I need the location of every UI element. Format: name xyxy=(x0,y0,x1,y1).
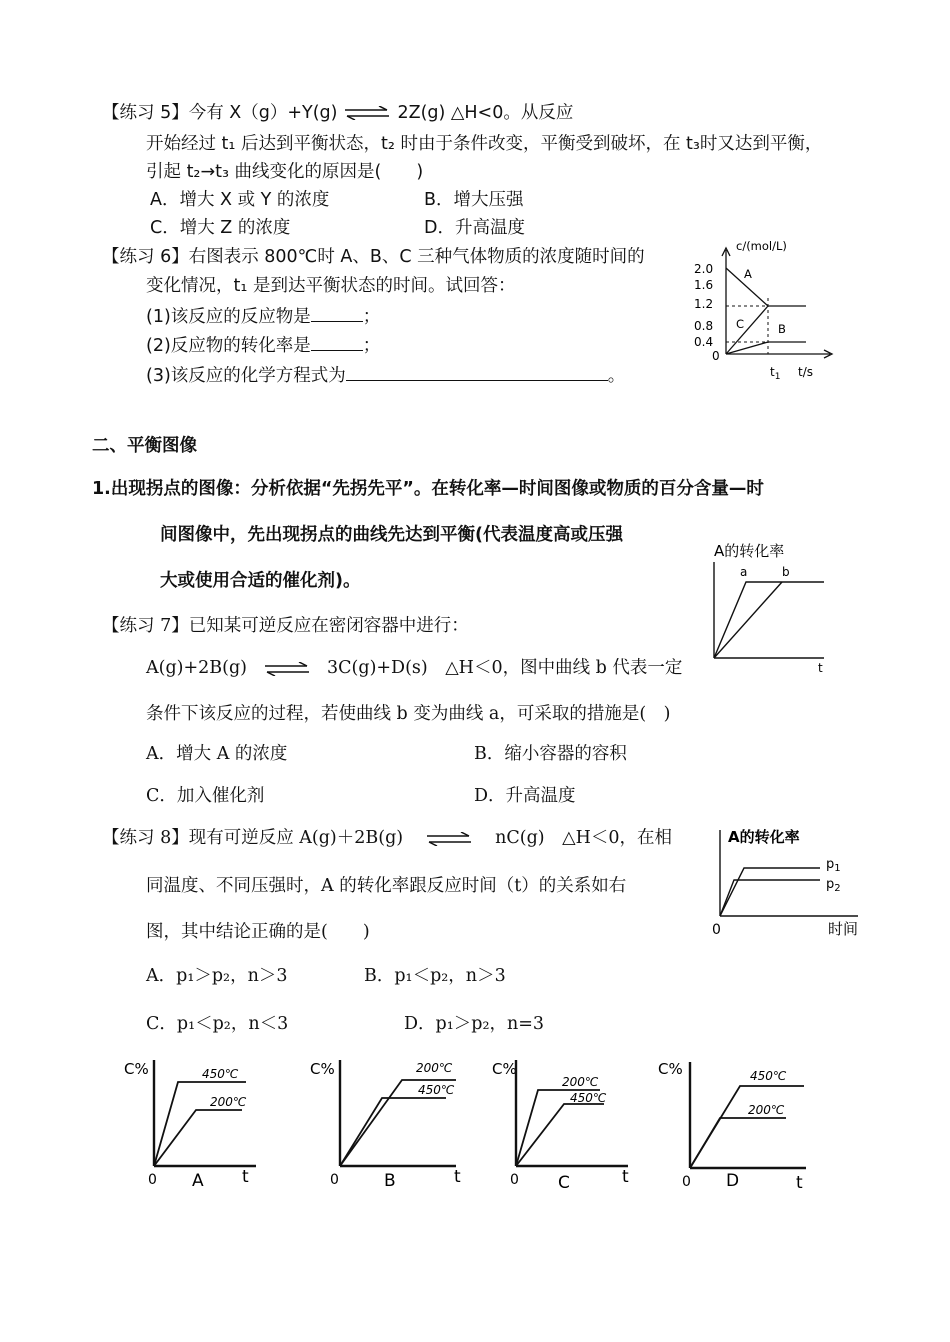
ex7-eq-left: A(g)+2B(g) xyxy=(146,658,248,678)
ex6-q3-end: 。 xyxy=(607,366,626,386)
ex6-q2 xyxy=(146,332,380,358)
lower-temp: 200℃ xyxy=(748,1103,785,1117)
lower-temp: 200℃ xyxy=(210,1095,247,1109)
ylabel: A的转化率 xyxy=(714,542,785,560)
origin: 0 xyxy=(712,922,721,938)
xlabel: t xyxy=(796,1173,803,1192)
label-b: b xyxy=(782,565,790,579)
xlabel: t xyxy=(454,1167,461,1187)
curve-upper xyxy=(690,1086,804,1168)
origin: 0 xyxy=(682,1174,691,1190)
label-a: A xyxy=(744,267,752,281)
sketch-label: C xyxy=(558,1173,570,1192)
xlabel: t xyxy=(818,661,823,675)
ex5-line1 xyxy=(102,101,573,125)
ex7-option-c: C．加入催化剂 xyxy=(146,786,265,806)
label-c: C xyxy=(736,317,745,331)
equilibrium-arrow-icon xyxy=(343,106,391,120)
ex8-option-c: C．p₁＜p₂，n＜3 xyxy=(146,1014,289,1034)
tick-1.2: 1.2 xyxy=(694,297,714,311)
ex6-q2-text: (2)反应物的转化率是 xyxy=(146,336,311,356)
section-point1-line2: 间图像中，先出现拐点的曲线先达到平衡(代表温度高或压强 xyxy=(160,525,623,545)
ex8-line3: 图，其中结论正确的是( ) xyxy=(146,922,370,942)
curve-b xyxy=(714,582,782,658)
curve-lower xyxy=(690,1118,786,1168)
sketch-b xyxy=(306,1052,466,1192)
ex7-conversion-graph xyxy=(700,536,840,676)
upper-temp: 200℃ xyxy=(416,1061,453,1075)
ex7-equation xyxy=(146,656,682,680)
equilibrium-arrow-icon xyxy=(257,662,317,676)
xlabel: 时间 xyxy=(828,920,859,938)
curve-a xyxy=(726,268,806,306)
ex7-option-b: B．缩小容器的容积 xyxy=(474,744,627,764)
xlabel: t xyxy=(242,1167,249,1187)
ex6-q3-blank[interactable] xyxy=(346,362,608,381)
upper-temp: 450℃ xyxy=(202,1067,239,1081)
xlabel: t/s xyxy=(798,365,813,379)
ex5-option-a: A．增大 X 或 Y 的浓度 xyxy=(150,190,330,210)
tick-0.4: 0.4 xyxy=(694,335,714,349)
ex6-q1-blank[interactable] xyxy=(311,303,363,322)
section-point1-line1: 1.出现拐点的图像：分析依据“先拐先平”。在转化率—时间图像或物质的百分含量—时 xyxy=(92,479,764,499)
ex7-line1: 【练习 7】已知某可逆反应在密闭容器中进行： xyxy=(102,616,469,636)
ex8-line2: 同温度、不同压强时，A 的转化率跟反应时间（t）的关系如右 xyxy=(146,876,627,896)
ex7-eq-right: 3C(g)+D(s) △H＜0，图中曲线 b 代表一定 xyxy=(327,658,683,678)
ex7-option-d: D．升高温度 xyxy=(474,786,576,806)
sketch-label: D xyxy=(726,1171,740,1191)
ex7-line3: 条件下该反应的过程，若使曲线 b 变为曲线 a，可采取的措施是( ) xyxy=(146,704,671,724)
sketch-label: B xyxy=(384,1171,396,1191)
label-b: B xyxy=(778,322,786,336)
ex6-q2-end: ； xyxy=(362,336,381,356)
sketch-c xyxy=(488,1052,648,1192)
sketch-ylabel: C% xyxy=(658,1060,683,1078)
ex8-line1-pre: 【练习 8】现有可逆反应 A(g)＋2B(g) xyxy=(102,828,404,848)
section-title: 二、平衡图像 xyxy=(92,436,197,456)
lower-temp: 450℃ xyxy=(418,1083,455,1097)
label-t1: $t_1$ xyxy=(770,365,781,382)
ex5-option-d: D．升高温度 xyxy=(424,218,525,238)
ex6-line1: 【练习 6】右图表示 800℃时 A、B、C 三种气体物质的浓度随时间的 xyxy=(102,247,645,267)
ex8-line1-post: nC(g) △H＜0，在相 xyxy=(495,828,672,848)
sketch-ylabel: C% xyxy=(310,1060,335,1078)
upper-temp: 450℃ xyxy=(750,1069,787,1083)
label-p2: $p_2$ xyxy=(826,877,841,894)
sketch-ylabel: C% xyxy=(492,1060,517,1078)
tick-2.0: 2.0 xyxy=(694,262,714,276)
ylabel: A的转化率 xyxy=(728,828,800,846)
sketch-a xyxy=(120,1052,260,1192)
tick-1.6: 1.6 xyxy=(694,278,714,292)
ex5-line2: 开始经过 t₁ 后达到平衡状态，t₂ 时由于条件改变，平衡受到破坏，在 t₃时又达到平衡， xyxy=(146,134,823,154)
label-a: a xyxy=(740,565,748,579)
ex8-option-a: A．p₁＞p₂，n＞3 xyxy=(146,966,288,986)
curve-a xyxy=(714,582,824,658)
origin: 0 xyxy=(148,1172,157,1188)
curve-p1 xyxy=(720,868,820,916)
ex8-option-b: B．p₁＜p₂，n＞3 xyxy=(364,966,506,986)
ex6-q1-text: (1)该反应的反应物是 xyxy=(146,307,311,327)
ex7-option-a: A．增大 A 的浓度 xyxy=(146,744,288,764)
origin: 0 xyxy=(510,1172,519,1188)
ex5-option-c: C．增大 Z 的浓度 xyxy=(150,218,291,238)
tick-0.8: 0.8 xyxy=(694,319,714,333)
ex8-line1 xyxy=(102,826,672,850)
sketch-ylabel: C% xyxy=(124,1060,149,1078)
section-point1-line3: 大或使用合适的催化剂)。 xyxy=(160,571,361,591)
ex8-conversion-graph xyxy=(700,822,870,942)
curve-b xyxy=(726,342,806,354)
ex5-option-b: B．增大压强 xyxy=(424,190,524,210)
curve-c xyxy=(726,306,768,354)
ex5-line1-post: 2Z(g) △H<0。从反应 xyxy=(397,103,574,123)
upper-temp: 200℃ xyxy=(562,1075,599,1089)
origin: 0 xyxy=(330,1172,339,1188)
equilibrium-arrow-icon xyxy=(419,832,479,846)
label-p1: $p_1$ xyxy=(826,857,841,874)
ex6-q1-end: ； xyxy=(362,307,381,327)
lower-temp: 450℃ xyxy=(570,1091,607,1105)
ex5-line3: 引起 t₂→t₃ 曲线变化的原因是( ) xyxy=(146,162,424,182)
curve-lower xyxy=(516,1104,604,1166)
ex6-concentration-graph xyxy=(690,238,840,386)
ex6-q2-blank[interactable] xyxy=(311,332,363,351)
sketch-label: A xyxy=(192,1171,204,1191)
ex6-line2: 变化情况，t₁ 是到达平衡状态的时间。试回答： xyxy=(146,276,516,296)
ex5-line1-pre: 【练习 5】今有 X（g）+Y(g) xyxy=(102,103,338,123)
xlabel: t xyxy=(622,1167,629,1187)
curve-lower xyxy=(340,1098,446,1166)
ex6-q3-text: (3)该反应的化学方程式为 xyxy=(146,366,346,386)
ex6-q1 xyxy=(146,303,380,329)
ex8-option-d: D．p₁＞p₂，n=3 xyxy=(404,1014,545,1034)
ex6-q3 xyxy=(146,362,625,388)
tick-0: 0 xyxy=(712,349,720,363)
sketch-d xyxy=(656,1052,826,1192)
ylabel: c/(mol/L) xyxy=(736,239,787,253)
